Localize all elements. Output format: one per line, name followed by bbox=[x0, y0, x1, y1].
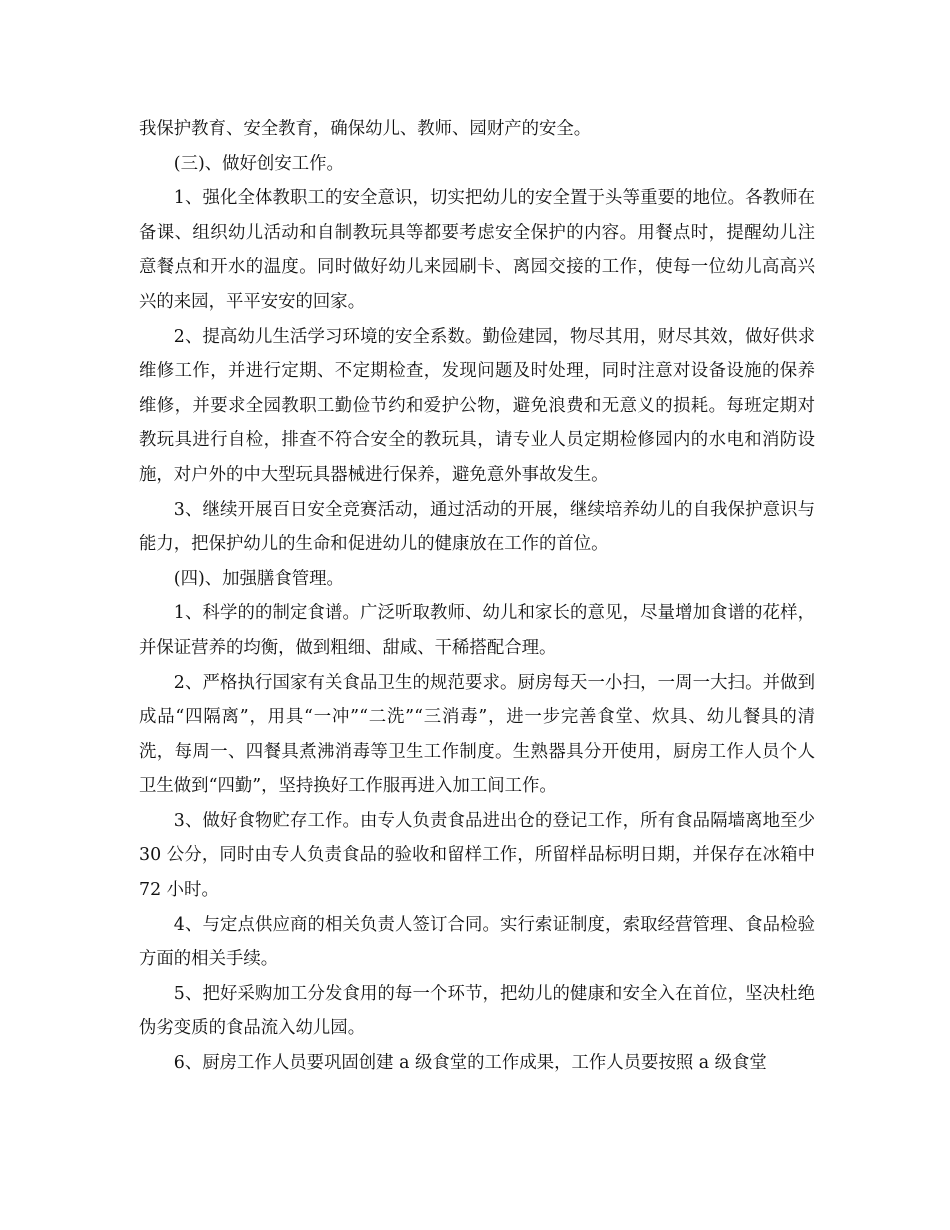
paragraph-food-hygiene: 2、严格执行国家有关食品卫生的规范要求。厨房每天一小扫，一周一大扫。并做到成品“四隔离”，用具“一冲”“二洗”“三消毒”，进一步完善食堂、炊具、幼儿餐具的清洗，每周一、四餐具煮沸消毒等卫生工作制度。生熟器具分开使用，厨房工作人员个人卫生做到“四勤”，坚持换好工作服再进入加工间工作。 bbox=[139, 672, 815, 797]
paragraph-procurement: 5、把好采购加工分发食用的每一个环节，把幼儿的健康和安全入在首位，坚决杜绝伪劣变质的食品流入幼儿园。 bbox=[139, 983, 815, 1039]
paragraph-menu-planning: 1、科学的的制定食谱。广泛听取教师、幼儿和家长的意见，尽量增加食谱的花样，并保证营养的均衡，做到粗细、甜咸、干稀搭配合理。 bbox=[139, 603, 815, 658]
paragraph-environment-safety: 2、提高幼儿生活学习环境的安全系数。勤俭建园，物尽其用，财尽其效，做好供求维修工作，并进行定期、不定期检查，发现问题及时处理，同时注意对设备设施的保养维修，并要求全园教职工勤俭节约和爱护公物，避免浪费和无意义的损耗。每班定期对教玩具进行自检，排查不符合安全的教玩具，请专业人员定期检修园内的水电和消防设施，对户外的中大型玩具器械进行保养，避免意外事故发生。 bbox=[139, 326, 815, 485]
paragraph-safety-competition: 3、继续开展百日安全竞赛活动，通过活动的开展，继续培养幼儿的自我保护意识与能力，把保护幼儿的生命和促进幼儿的健康放在工作的首位。 bbox=[139, 499, 815, 555]
paragraph-food-storage: 3、做好食物贮存工作。由专人负责食品进出仓的登记工作，所有食品隔墙离地至少 30 公分，同时由专人负责食品的验收和留样工作，所留样品标明日期，并保存在冰箱中 72 小时。 bbox=[139, 810, 815, 901]
paragraph-supplier-contract: 4、与定点供应商的相关负责人签订合同。实行索证制度，索取经营管理、食品检验方面的相关手续。 bbox=[139, 914, 815, 970]
paragraph-safety-awareness: 1、强化全体教职工的安全意识，切实把幼儿的安全置于头等重要的地位。各教师在备课、组织幼儿活动和自制教玩具等都要考虑安全保护的内容。用餐点时，提醒幼儿注意餐点和开水的温度。同时做好幼儿来园刷卡、离园交接的工作，使每一位幼儿高高兴兴的来园，平平安安的回家。 bbox=[139, 188, 815, 312]
document-body bbox=[139, 112, 815, 1081]
paragraph-safety-education-end: 我保护教育、安全教育，确保幼儿、教师、园财产的安全。 bbox=[139, 119, 592, 139]
paragraph-kitchen-staff: 6、厨房工作人员要巩固创建 a 级食堂的工作成果，工作人员要按照 a 级食堂 bbox=[173, 1053, 767, 1074]
heading-meal-management: (四)、加强膳食管理。 bbox=[173, 568, 344, 589]
heading-safety-work: (三)、做好创安工作。 bbox=[173, 153, 344, 174]
